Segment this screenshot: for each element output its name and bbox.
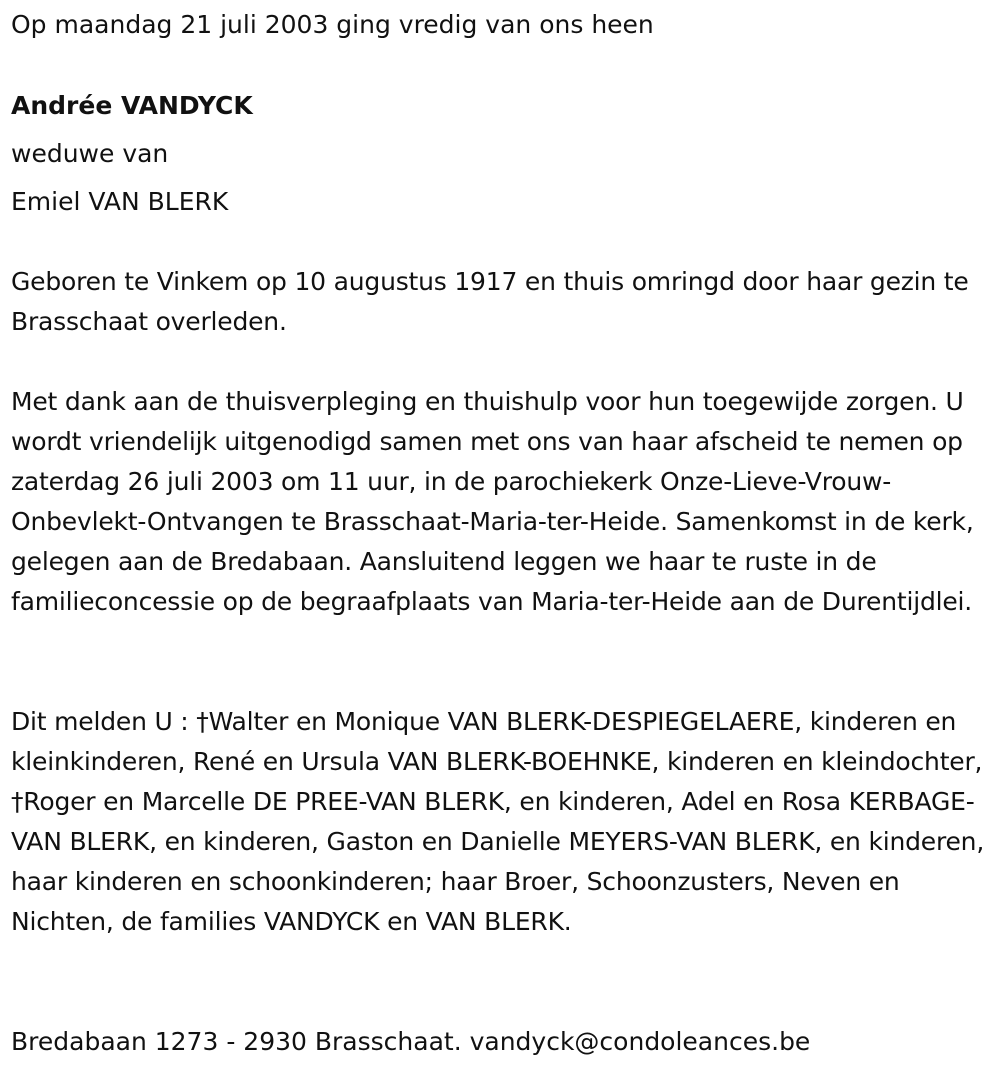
thanks-paragraph: Met dank aan de thuisverpleging en thuishulp voor hun toegewijde zorgen. U wordt vriendelijk uitgenodigd samen met ons van haar afscheid te nemen op zaterdag 26 juli 2003 om 11 uur, in de parochiekerk Onze-Lieve-Vrouw-Onbevlekt-Ontvangen te Brasschaat-Maria-ter-Heide. Samenkomst in de kerk, gelegen aan de Bredabaan. Aansluitend leggen we haar te ruste in de familieconcessie op de begraafplaats van Maria-ter-Heide aan de Durentijdlei. (11, 387, 974, 616)
birth-paragraph: Geboren te Vinkem op 10 augustus 1917 en thuis omringd door haar gezin te Brasschaat overleden. (11, 267, 969, 336)
widow-of-label: weduwe van (11, 139, 169, 168)
contact-address: Bredabaan 1273 - 2930 Brasschaat. vandyck@condoleances.be (11, 1027, 811, 1056)
deceased-name: Andrée VANDYCK (11, 91, 253, 120)
family-paragraph: Dit melden U : †Walter en Monique VAN BLERK-DESPIEGELAERE, kinderen en kleinkinderen, René en Ursula VAN BLERK-BOEHNKE, kinderen en kleindochter, †Roger en Marcelle DE PREE-VAN BLERK, en kinderen, Adel en Rosa KERBAGE-VAN BLERK, en kinderen, Gaston en Danielle MEYERS-VAN BLERK, en kinderen, haar kinderen en schoonkinderen; haar Broer, Schoonzusters, Neven en Nichten, de families VANDYCK en VAN BLERK. (11, 707, 985, 936)
spouse-name: Emiel VAN BLERK (11, 187, 229, 216)
intro-line: Op maandag 21 juli 2003 ging vredig van ons heen (11, 10, 654, 39)
